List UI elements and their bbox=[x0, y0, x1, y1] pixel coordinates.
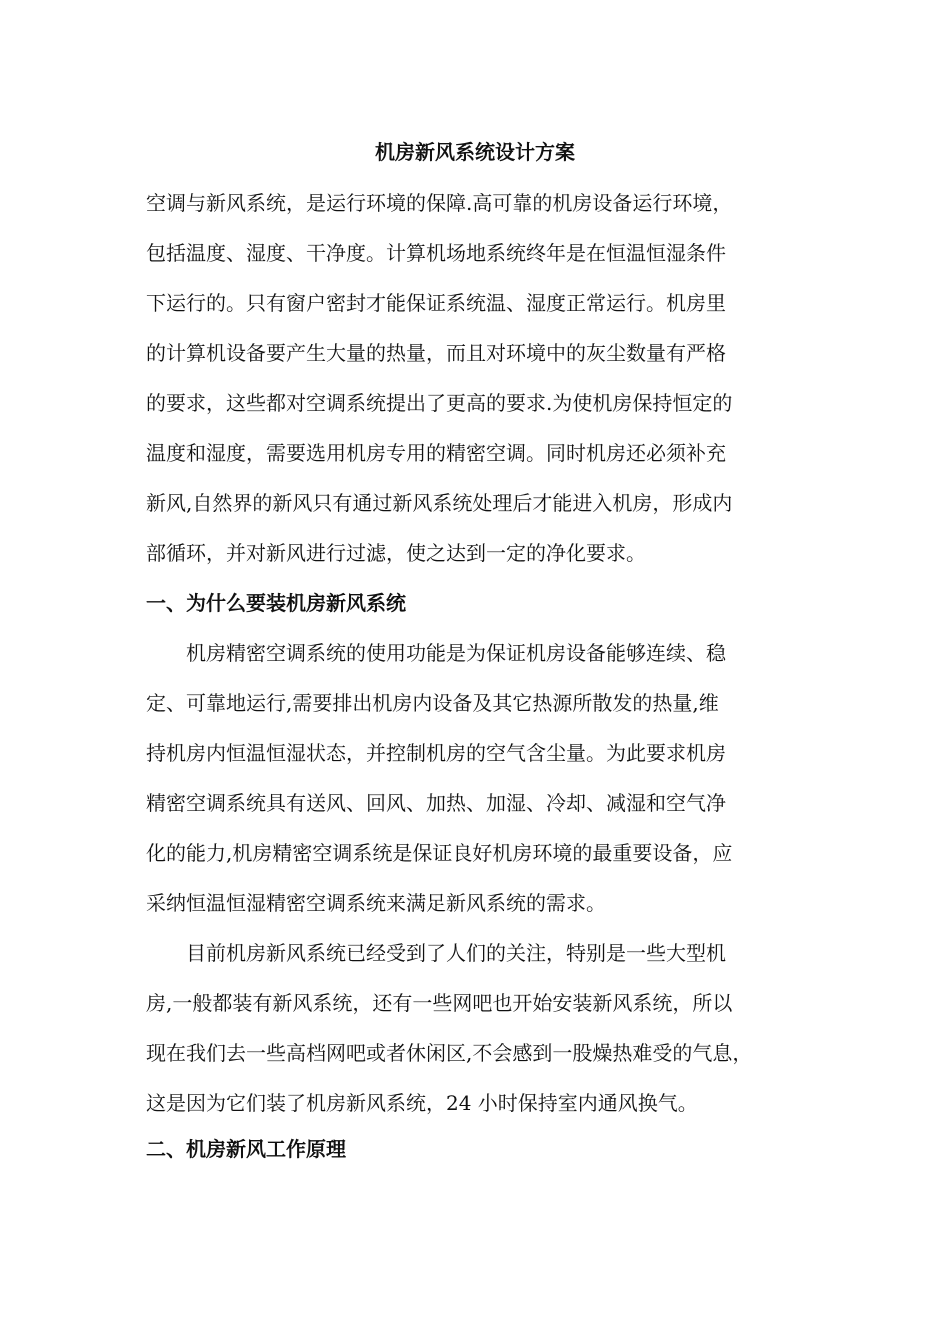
section-1-para-1-line: 机房精密空调系统的使用功能是为保证机房设备能够连续、稳 bbox=[186, 641, 726, 665]
section-1-para-2-line: 现在我们去一些高档网吧或者休闲区,不会感到一股燥热难受的气息， bbox=[146, 1041, 753, 1065]
section-1-heading: 一、为什么要装机房新风系统 bbox=[146, 591, 406, 615]
intro-line: 包括温度、湿度、干净度。计算机场地系统终年是在恒温恒湿条件 bbox=[146, 241, 726, 265]
intro-line: 的要求，这些都对空调系统提出了更高的要求.为使机房保持恒定的 bbox=[146, 391, 733, 415]
intro-line: 部循环，并对新风进行过滤，使之达到一定的净化要求。 bbox=[146, 541, 646, 565]
intro-line: 温度和湿度，需要选用机房专用的精密空调。同时机房还必须补充 bbox=[146, 441, 726, 465]
section-1-para-1-line: 持机房内恒温恒湿状态，并控制机房的空气含尘量。为此要求机房 bbox=[146, 741, 726, 765]
section-1-para-1-line: 定、可靠地运行,需要排出机房内设备及其它热源所散发的热量,维 bbox=[146, 691, 719, 715]
section-1-para-1-line: 采纳恒温恒湿精密空调系统来满足新风系统的需求。 bbox=[146, 891, 606, 915]
section-1-para-1-line: 精密空调系统具有送风、回风、加热、加湿、冷却、减湿和空气净 bbox=[146, 791, 726, 815]
section-1-para-2-line: 房,一般都装有新风系统，还有一些网吧也开始安装新风系统，所以 bbox=[146, 991, 733, 1015]
section-2-heading: 二、机房新风工作原理 bbox=[146, 1137, 346, 1161]
section-1-para-2-line: 这是因为它们装了机房新风系统，24 小时保持室内通风换气。 bbox=[146, 1091, 698, 1115]
intro-line: 的计算机设备要产生大量的热量，而且对环境中的灰尘数量有严格 bbox=[146, 341, 726, 365]
section-1-para-1-line: 化的能力,机房精密空调系统是保证良好机房环境的最重要设备，应 bbox=[146, 841, 733, 865]
intro-line: 新风,自然界的新风只有通过新风系统处理后才能进入机房，形成内 bbox=[146, 491, 733, 515]
intro-line: 空调与新风系统，是运行环境的保障.高可靠的机房设备运行环境， bbox=[146, 191, 733, 215]
section-1-para-2-line: 目前机房新风系统已经受到了人们的关注，特别是一些大型机 bbox=[186, 941, 726, 965]
intro-line: 下运行的。只有窗户密封才能保证系统温、湿度正常运行。机房里 bbox=[146, 291, 726, 315]
document-title: 机房新风系统设计方案 bbox=[375, 140, 575, 164]
